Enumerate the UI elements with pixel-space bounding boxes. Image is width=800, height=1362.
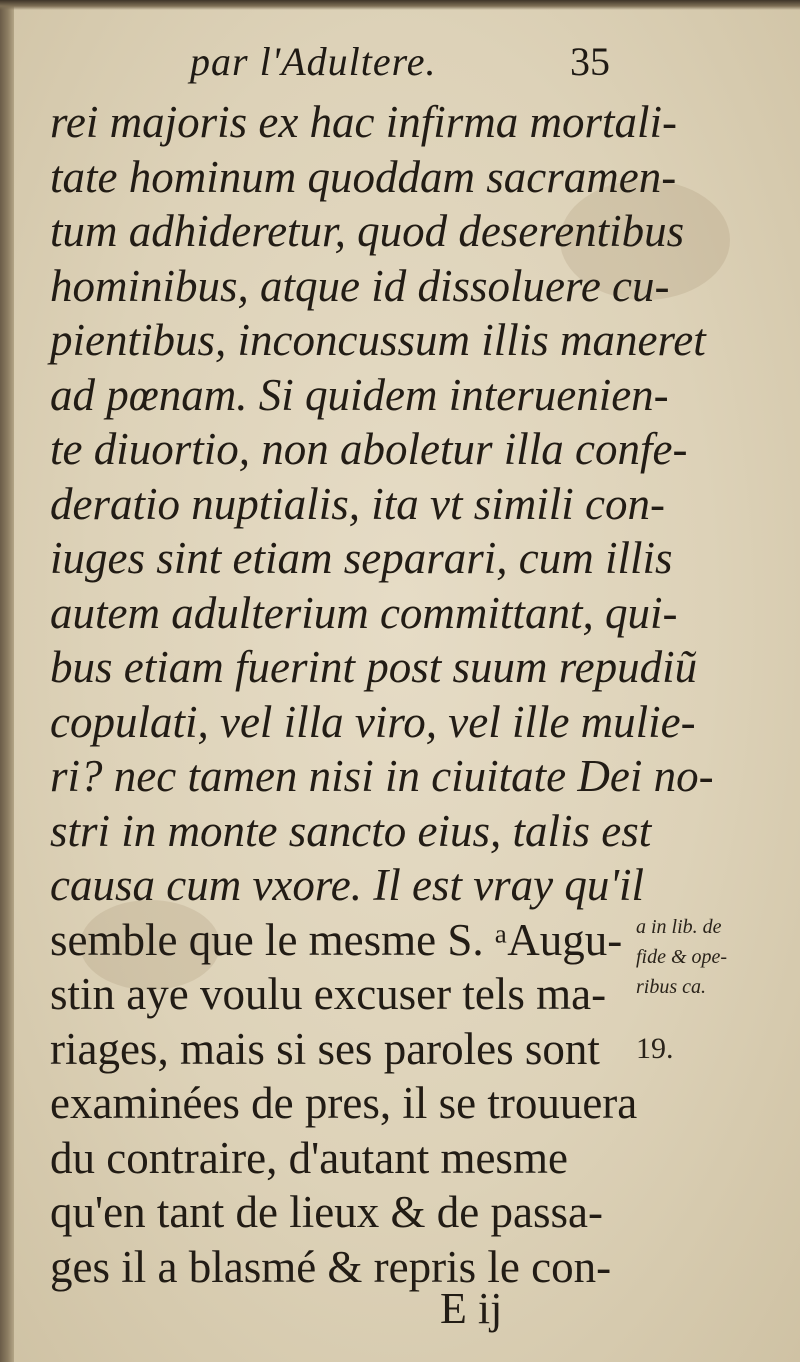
- text-line: pientibus, inconcussum illis maneret: [50, 315, 706, 365]
- signature-mark: E ij: [440, 1284, 503, 1333]
- text-line: ri? nec tamen nisi in ciuitate Dei no-: [50, 751, 714, 801]
- text-line: rei majoris ex hac infirma mortali-: [50, 97, 678, 147]
- text-line: semble que le mesme S. ᵃAugu-: [50, 914, 623, 965]
- text-line: iuges sint etiam separari, cum illis: [50, 533, 673, 583]
- margin-number: 19.: [636, 1032, 674, 1065]
- text-line: ad pœnam. Si quidem interuenien-: [50, 369, 669, 420]
- text-line: hominibus, atque id dissoluere cu-: [50, 260, 670, 311]
- text-line: stin aye voulu excuser tels ma-: [50, 969, 607, 1019]
- running-head: par l'Adultere.: [190, 39, 437, 84]
- text-line: autem adulterium committant, qui-: [50, 587, 678, 638]
- text-line: du contraire, d'autant mesme: [50, 1132, 568, 1183]
- text-line: causa cum vxore. Il est vray qu'il: [50, 860, 645, 910]
- margin-note-line: fide & ope-: [636, 946, 728, 968]
- margin-note: [636, 912, 727, 1002]
- margin-note-line: a in lib. de: [636, 916, 722, 938]
- text-line: tate hominum quoddam sacramen-: [50, 151, 677, 202]
- text-line: stri in monte sancto eius, talis est: [50, 805, 652, 856]
- text-line: qu'en tant de lieux & de passa-: [50, 1187, 603, 1237]
- text-line: ges il a blasmé & repris le con-: [50, 1241, 612, 1292]
- page-top-edge: [0, 0, 800, 10]
- text-line: deratio nuptialis, ita vt simili con-: [50, 478, 665, 529]
- page-binding: [0, 0, 14, 1362]
- text-line: copulati, vel illa viro, vel ille mulie-: [50, 696, 696, 747]
- text-line: bus etiam fuerint post suum repudiũ: [50, 642, 698, 692]
- text-line: te diuortio, non aboletur illa confe-: [50, 424, 688, 474]
- text-line: tum adhideretur, quod deserentibus: [50, 206, 685, 256]
- page-number: 35: [570, 39, 610, 84]
- text-line: riages, mais si ses paroles sont: [50, 1023, 600, 1074]
- margin-note-line: ribus ca.: [636, 976, 706, 998]
- text-line: examinées de pres, il se trouuera: [50, 1078, 638, 1128]
